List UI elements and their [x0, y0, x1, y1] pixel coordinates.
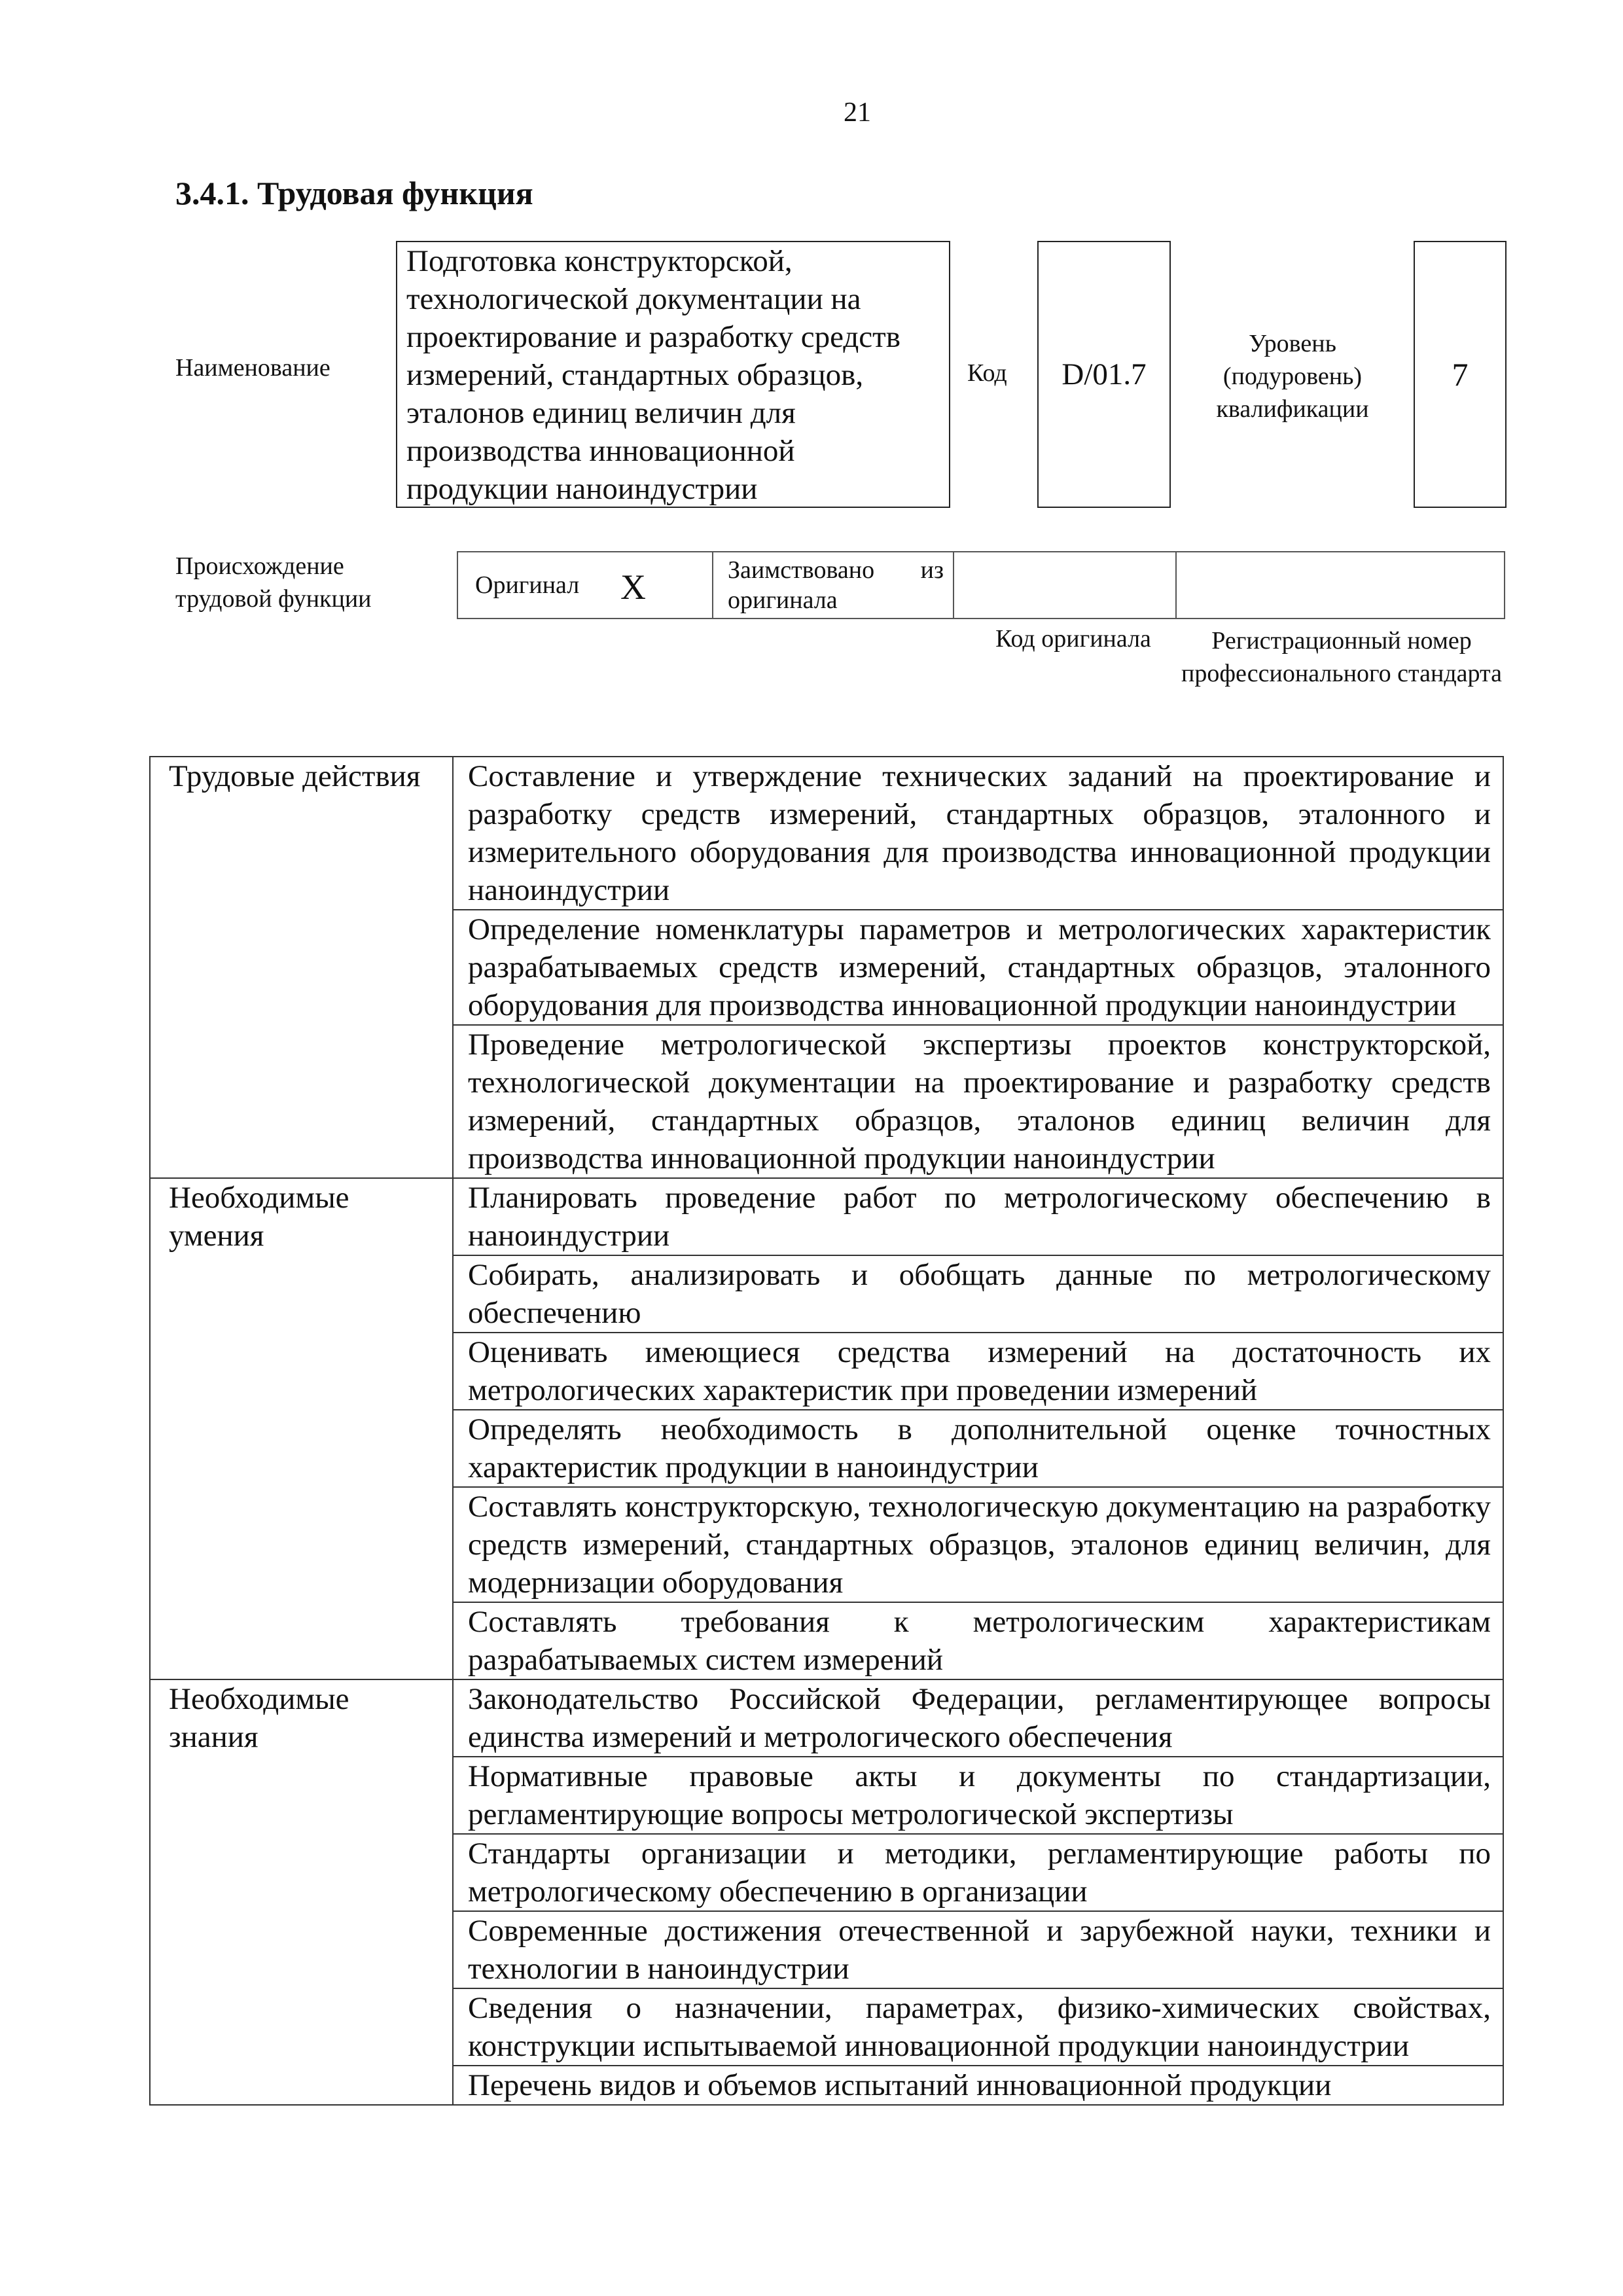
- qualification-level-label: Уровень (подуровень) квалификации: [1216, 330, 1369, 423]
- code-value-box: [1037, 241, 1171, 508]
- table-cell: Определение номенклатуры параметров и метрологических характеристик разрабатываемых средств измерений, стандартных образцов, эталонного оборудования для производства инновационной продукции наноиндустрии: [453, 910, 1503, 1025]
- table-cell: Составлять требования к метрологическим характеристикам разрабатываемых систем измерений: [453, 1602, 1503, 1679]
- table-cell: Составление и утверждение технических заданий на проектирование и разработку средств измерений, стандартных образцов, эталонного и измерительного оборудования для производства инновационной продукции наноиндустрии: [453, 757, 1503, 910]
- origin-original-label: Оригинал: [475, 571, 580, 599]
- origin-borrowed-label: Заимствовано из оригинала: [728, 556, 944, 614]
- function-details-table: [149, 756, 1504, 2106]
- table-cell: Оценивать имеющиеся средства измерений на достаточность их метрологических характеристик при проведении измерений: [453, 1333, 1503, 1410]
- table-cell: Законодательство Российской Федерации, регламентирующее вопросы единства измерений и метрологического обеспечения: [453, 1679, 1503, 1757]
- original-code-caption: Код оригинала: [995, 625, 1151, 653]
- table-row: [150, 1178, 1503, 1255]
- origin-code-cell: [954, 552, 1177, 618]
- table-cell: Перечень видов и объемов испытаний инновационной продукции: [453, 2066, 1503, 2105]
- table-cell: Современные достижения отечественной и зарубежной науки, техники и технологии в наноиндустрии: [453, 1911, 1503, 1988]
- qualification-level-value: 7: [1452, 356, 1469, 393]
- page-number: 21: [844, 98, 871, 128]
- origin-original-cell: [458, 552, 713, 618]
- category-required-knowledge: Необходимые знания: [150, 1679, 453, 2105]
- name-label: Наименование: [175, 354, 330, 382]
- table-cell: Проведение метрологической экспертизы проектов конструкторской, технологической документации на проектирование и разработку средств измерений, стандартных образцов, эталонов единиц величин для производства инновационной продукции наноиндустрии: [453, 1025, 1503, 1178]
- category-required-skills: Необходимые умения: [150, 1178, 453, 1679]
- table-row: [150, 757, 1503, 910]
- function-name-value: Подготовка конструкторской, технологической документации на проектирование и разработку средств измерений, стандартных образцов, эталонов единиц величин для производства инновационной продукции наноиндустрии: [396, 241, 950, 508]
- qualification-level-box: [1414, 241, 1507, 508]
- category-labor-actions: Трудовые действия: [150, 757, 453, 1178]
- reg-number-caption: Регистрационный номер профессионального стандарта: [1181, 627, 1502, 687]
- table-cell: Планировать проведение работ по метрологическому обеспечению в наноиндустрии: [453, 1178, 1503, 1255]
- table-cell: Нормативные правовые акты и документы по стандартизации, регламентирующие вопросы метрологической экспертизы: [453, 1757, 1503, 1834]
- origin-borrowed-cell: [713, 552, 954, 618]
- table-cell: Стандарты организации и методики, регламентирующие работы по метрологическому обеспечению в организации: [453, 1834, 1503, 1911]
- table-cell: Определять необходимость в дополнительной оценке точностных характеристик продукции в наноиндустрии: [453, 1410, 1503, 1487]
- section-title: 3.4.1. Трудовая функция: [175, 175, 533, 211]
- origin-original-mark: X: [620, 567, 646, 607]
- table-row: [150, 1679, 1503, 1757]
- origin-table: [457, 551, 1505, 619]
- origin-label: Происхождение трудовой функции: [175, 552, 372, 613]
- origin-reg-number-cell: [1177, 552, 1504, 618]
- table-cell: Собирать, анализировать и обобщать данные по метрологическому обеспечению: [453, 1255, 1503, 1333]
- table-cell: Сведения о назначении, параметрах, физико-химических свойствах, конструкции испытываемой инновационной продукции наноиндустрии: [453, 1988, 1503, 2066]
- code-label: Код: [967, 359, 1007, 387]
- code-value: D/01.7: [1061, 357, 1147, 391]
- table-cell: Составлять конструкторскую, технологическую документацию на разработку средств измерений, стандартных образцов, эталонов единиц величин, для модернизации оборудования: [453, 1487, 1503, 1602]
